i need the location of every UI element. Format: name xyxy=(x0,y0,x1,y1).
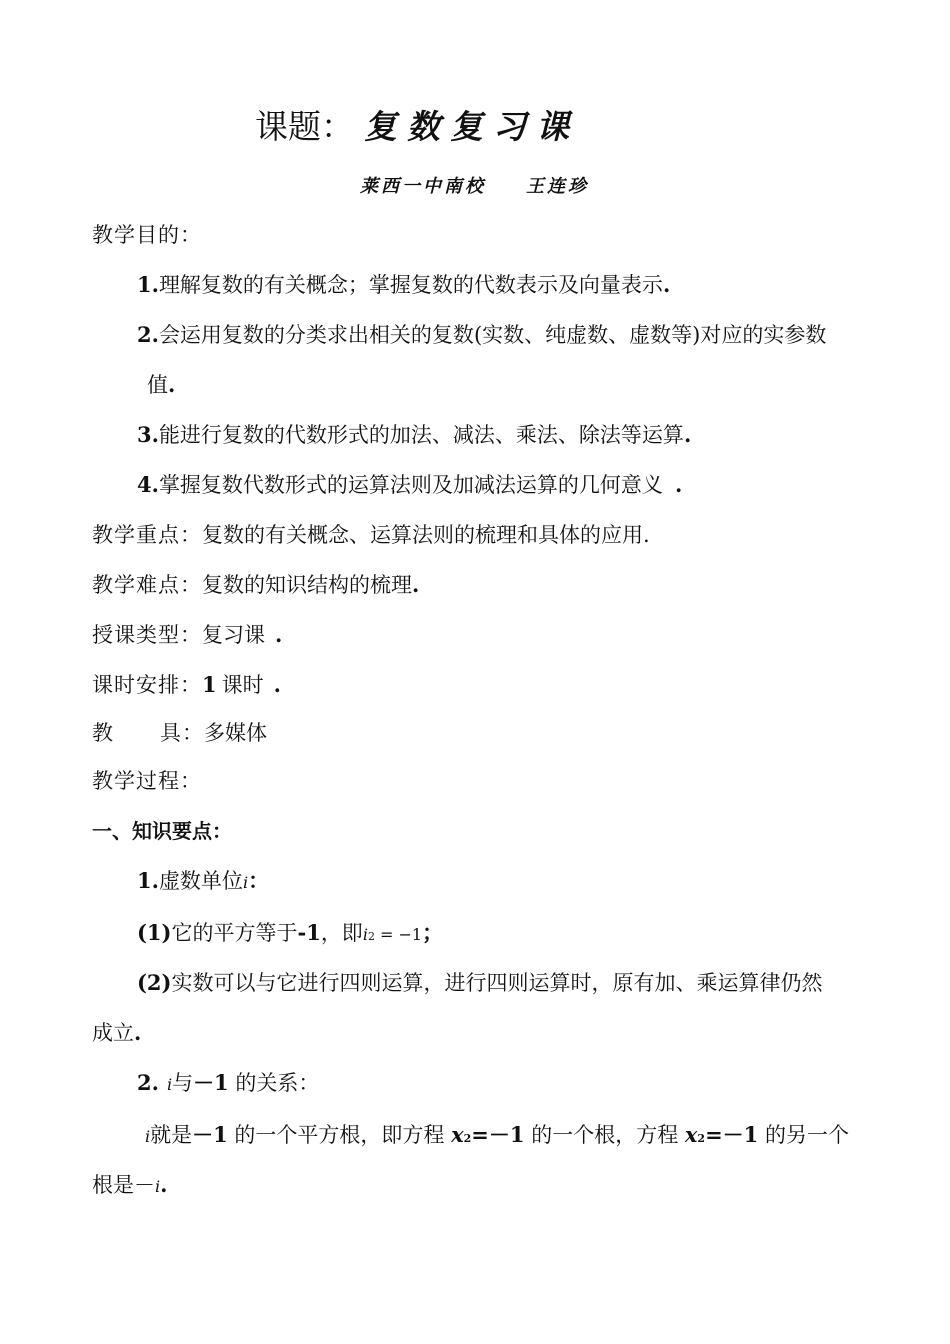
point-2-cont: 根是－i. xyxy=(92,1172,168,1197)
point-1-1: (1)它的平方等于-1，即i2 = −1； xyxy=(137,920,444,945)
objective-2: 2.会运用复数的分类求出相关的复数(实数、纯虚数、虚数等)对应的实参数 xyxy=(137,322,827,347)
objective-3: 3.能进行复数的代数形式的加法、减法、乘法、除法等运算. xyxy=(137,422,692,447)
author-school: 莱西一中南校 xyxy=(360,176,486,197)
objective-4: 4.掌握复数代数形式的运算法则及加减法运算的几何意义 . xyxy=(137,472,683,497)
objectives-label: 教学目的： xyxy=(92,223,202,247)
teaching-tools: 教 具：多媒体 xyxy=(92,721,267,745)
class-hours: 课时安排：1 课时 . xyxy=(92,672,281,697)
difficulties: 教学难点：复数的知识结构的梳理. xyxy=(92,572,420,597)
title-main: 复数复习课 xyxy=(364,107,579,146)
page-title xyxy=(255,105,579,149)
point-1-2-cont: 成立. xyxy=(92,1020,142,1045)
point-2: 2. i与－1 的关系： xyxy=(137,1070,320,1095)
objective-1: 1.理解复数的有关概念；掌握复数的代数表示及向量表示. xyxy=(137,272,671,297)
point-1: 1.虚数单位i： xyxy=(137,868,270,893)
title-prefix: 课题： xyxy=(255,107,354,146)
objective-2-cont: 值. xyxy=(147,372,176,397)
author-name: 王连珍 xyxy=(526,176,589,197)
key-points: 教学重点：复数的有关概念、运算法则的梳理和具体的应用. xyxy=(92,523,650,547)
author-line xyxy=(360,172,589,202)
process-label: 教学过程： xyxy=(92,769,202,793)
section-heading: 一、知识要点： xyxy=(92,819,232,843)
point-1-2: (2)实数可以与它进行四则运算，进行四则运算时，原有加、乘运算律仍然 xyxy=(137,970,823,995)
lesson-type: 授课类型：复习课 . xyxy=(92,622,283,647)
point-2-text: i就是－1 的一个平方根，即方程 x2=－1 的一个根，方程 x2=－1 的另一个 xyxy=(145,1122,849,1147)
